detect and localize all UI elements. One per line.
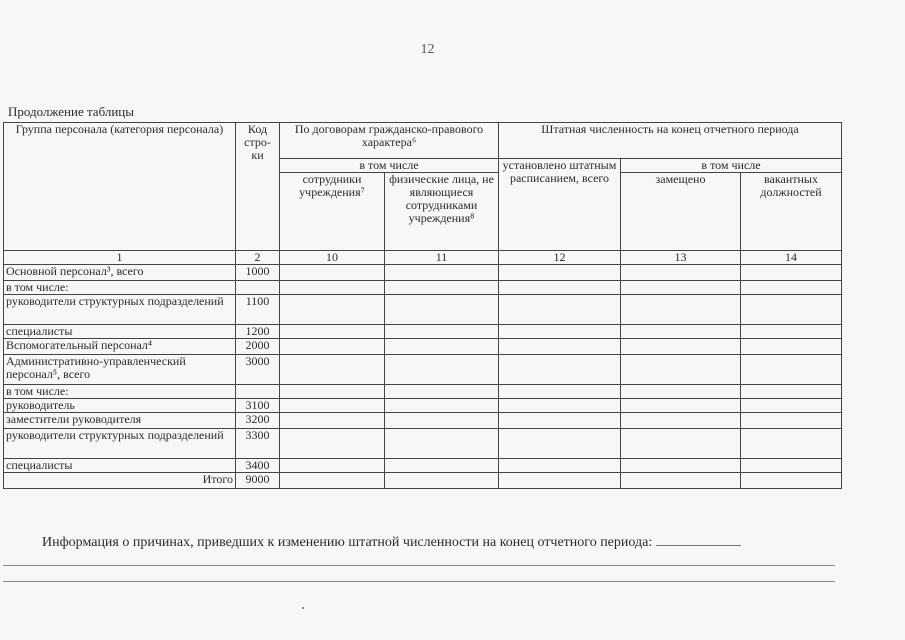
column-number: 10 [280, 251, 385, 265]
table-cell[interactable] [499, 265, 621, 281]
header-filled: замещено [621, 173, 741, 251]
column-number-row [4, 251, 842, 265]
table-cell[interactable] [385, 295, 499, 325]
info-paragraph [42, 533, 741, 551]
table-cell[interactable] [499, 325, 621, 339]
answer-line[interactable] [3, 581, 835, 582]
table-cell[interactable] [280, 429, 385, 459]
table-row [4, 399, 842, 413]
table-cell[interactable] [621, 459, 741, 473]
header-employees: сотрудники учреждения⁷ [280, 173, 385, 251]
table-cell[interactable] [385, 385, 499, 399]
table-cell[interactable] [741, 355, 842, 385]
answer-line[interactable] [3, 565, 835, 566]
table-cell[interactable] [499, 459, 621, 473]
total-row [4, 473, 842, 489]
row-label: специалисты [4, 459, 236, 473]
table-body [4, 265, 842, 473]
table-cell[interactable] [280, 339, 385, 355]
row-label: в том числе: [4, 281, 236, 295]
column-number: 2 [236, 251, 280, 265]
table-row [4, 265, 842, 281]
row-code: 3200 [236, 413, 280, 429]
row-code: 3300 [236, 429, 280, 459]
table-cell[interactable] [385, 355, 499, 385]
page-number: 12 [420, 42, 435, 57]
row-label: Административно-управленческий персонал⁵, всего [4, 355, 236, 385]
table-row [4, 413, 842, 429]
table-cell[interactable] [741, 385, 842, 399]
table-row [4, 281, 842, 295]
column-number: 1 [4, 251, 236, 265]
info-answer-line[interactable] [656, 533, 741, 546]
table-continuation-label: Продолжение таблицы [8, 104, 134, 119]
header-staff-including: в том числе [621, 159, 842, 173]
row-label: Вспомогательный персонал⁴ [4, 339, 236, 355]
row-code: 3400 [236, 459, 280, 473]
table-cell[interactable] [621, 473, 741, 489]
table-cell[interactable] [621, 325, 741, 339]
table-cell[interactable] [385, 473, 499, 489]
table-cell[interactable] [385, 429, 499, 459]
table-cell[interactable] [499, 355, 621, 385]
header-vacant: вакантных должностей [741, 173, 842, 251]
table-row [4, 459, 842, 473]
table-cell[interactable] [499, 413, 621, 429]
table-cell[interactable] [385, 265, 499, 281]
table-cell[interactable] [621, 399, 741, 413]
header-civil-contracts: По договорам гражданско-правового характера⁶ [280, 123, 499, 159]
table-cell[interactable] [621, 295, 741, 325]
row-code: 1100 [236, 295, 280, 325]
table-cell[interactable] [741, 459, 842, 473]
column-number: 12 [499, 251, 621, 265]
table-cell[interactable] [621, 429, 741, 459]
table-cell[interactable] [621, 385, 741, 399]
table-cell[interactable] [621, 355, 741, 385]
table-cell[interactable] [499, 429, 621, 459]
table-row [4, 339, 842, 355]
column-number: 11 [385, 251, 499, 265]
table-cell[interactable] [499, 385, 621, 399]
table-cell[interactable] [280, 265, 385, 281]
header-individuals: физические лица, не являющиеся сотрудниками учреждения⁸ [385, 173, 499, 251]
row-label: руководитель [4, 399, 236, 413]
table-cell[interactable] [280, 459, 385, 473]
column-number: 14 [741, 251, 842, 265]
table-cell[interactable] [621, 281, 741, 295]
table-row [4, 295, 842, 325]
table-cell[interactable] [499, 339, 621, 355]
table-row [4, 355, 842, 385]
table-row [4, 325, 842, 339]
table-row [4, 429, 842, 459]
staff-table [3, 122, 842, 489]
table-cell[interactable] [499, 473, 621, 489]
table-cell[interactable] [621, 413, 741, 429]
table-cell[interactable] [499, 399, 621, 413]
table-cell[interactable] [280, 295, 385, 325]
row-label: специалисты [4, 325, 236, 339]
table-cell[interactable] [741, 473, 842, 489]
table-cell[interactable] [741, 265, 842, 281]
table-cell[interactable] [280, 355, 385, 385]
header-civil-including: в том числе [280, 159, 499, 173]
row-label: руководители структурных подразделений [4, 295, 236, 325]
table-cell[interactable] [741, 281, 842, 295]
table-cell[interactable] [741, 339, 842, 355]
table-cell[interactable] [280, 399, 385, 413]
row-label: заместители руководителя [4, 413, 236, 429]
table-row [4, 385, 842, 399]
table-cell[interactable] [280, 325, 385, 339]
row-code: 3100 [236, 399, 280, 413]
row-code [236, 281, 280, 295]
total-label: Итого [4, 473, 236, 489]
row-label: руководители структурных подразделений [4, 429, 236, 459]
header-established: установлено штатным расписанием, всего [499, 159, 621, 251]
column-number: 13 [621, 251, 741, 265]
speck [302, 607, 304, 609]
info-text: Информация о причинах, приведших к изменению штатной численности на конец отчетного периода: [42, 535, 653, 550]
table-cell[interactable] [741, 429, 842, 459]
table-cell[interactable] [385, 413, 499, 429]
table-cell[interactable] [621, 265, 741, 281]
table-cell[interactable] [741, 325, 842, 339]
table-cell[interactable] [280, 413, 385, 429]
table-cell[interactable] [741, 295, 842, 325]
table-cell[interactable] [280, 385, 385, 399]
table-cell[interactable] [385, 339, 499, 355]
table-cell[interactable] [385, 281, 499, 295]
table-cell[interactable] [499, 295, 621, 325]
row-code: 1000 [236, 265, 280, 281]
total-code: 9000 [236, 473, 280, 489]
row-code [236, 385, 280, 399]
header-group: Группа персонала (категория персонала) [4, 123, 236, 251]
header-code: Код стро- ки [236, 123, 280, 251]
table-cell[interactable] [499, 281, 621, 295]
header-staff-number: Штатная численность на конец отчетного периода [499, 123, 842, 159]
table-cell[interactable] [280, 473, 385, 489]
table-cell[interactable] [385, 325, 499, 339]
table-cell[interactable] [385, 459, 499, 473]
row-code: 3000 [236, 355, 280, 385]
row-code: 2000 [236, 339, 280, 355]
table-cell[interactable] [621, 339, 741, 355]
row-label: Основной персонал³, всего [4, 265, 236, 281]
row-label: в том числе: [4, 385, 236, 399]
table-cell[interactable] [280, 281, 385, 295]
table-cell[interactable] [385, 399, 499, 413]
table-cell[interactable] [741, 399, 842, 413]
table-cell[interactable] [741, 413, 842, 429]
row-code: 1200 [236, 325, 280, 339]
